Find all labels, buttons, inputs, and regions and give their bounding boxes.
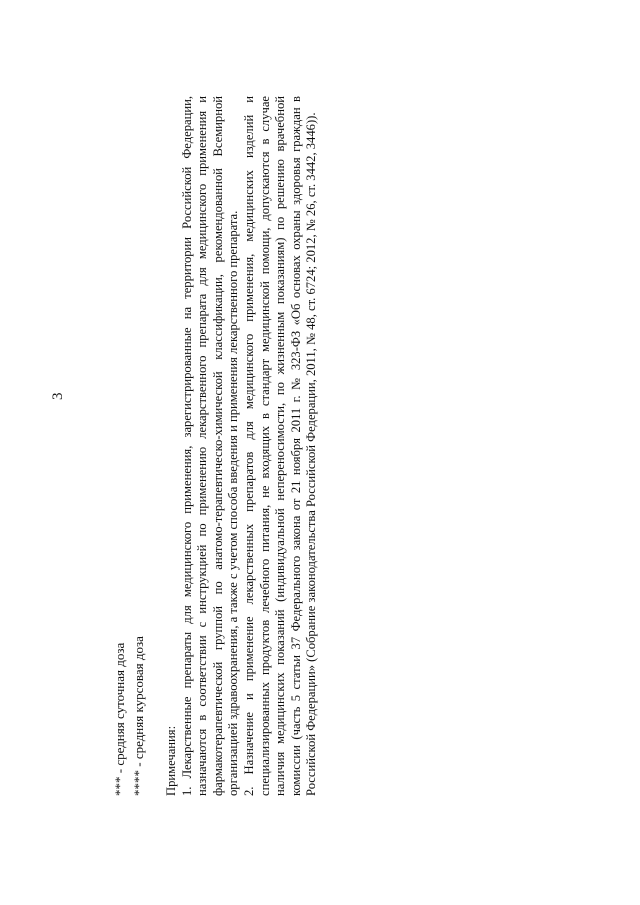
rotated-page-content — [40, 62, 600, 842]
course-dose-note: **** - средняя курсовая доза — [131, 636, 146, 796]
dose-legend — [110, 636, 148, 796]
notes-section — [164, 96, 320, 796]
notes-heading: Примечания: — [164, 725, 178, 796]
note-paragraph-1: 1. Лекарственные препараты для медицинского применения, зарегистрированные на территории Российской Федерации, назначаются в соответствии с инструкцией по применению лекарственного препарата для медицинского применения и фармакотерапевтической группой по анатомо-терапевтическо-химической классификации, рекомендованной Всемирной организацией здравоохранения, а также с учетом способа введения и применения лекарственного препарата. — [179, 96, 241, 796]
page-number: 3 — [50, 392, 66, 400]
daily-dose-note: *** - средняя суточная доза — [112, 642, 127, 796]
note-paragraph-2: 2. Назначение и применение лекарственных препаратов для медицинского применения, медицинских изделий и специализированных продуктов лечебного питания, не входящих в стандарт медицинской помощи, допускаются в случае наличия медицинских показаний (индивидуальной непереносимости, по жизненным показаниям) по решению врачебной комиссии (часть 5 статьи 37 Федерального закона от 21 ноября 2011 г. № 323-ФЗ «Об основах охраны здоровья граждан в Российской Федерации» (Собрание законодательства Российской Федерации, 2011, № 48, ст. 6724; 2012, № 26, ст. 3442, 3446)). — [241, 96, 319, 796]
